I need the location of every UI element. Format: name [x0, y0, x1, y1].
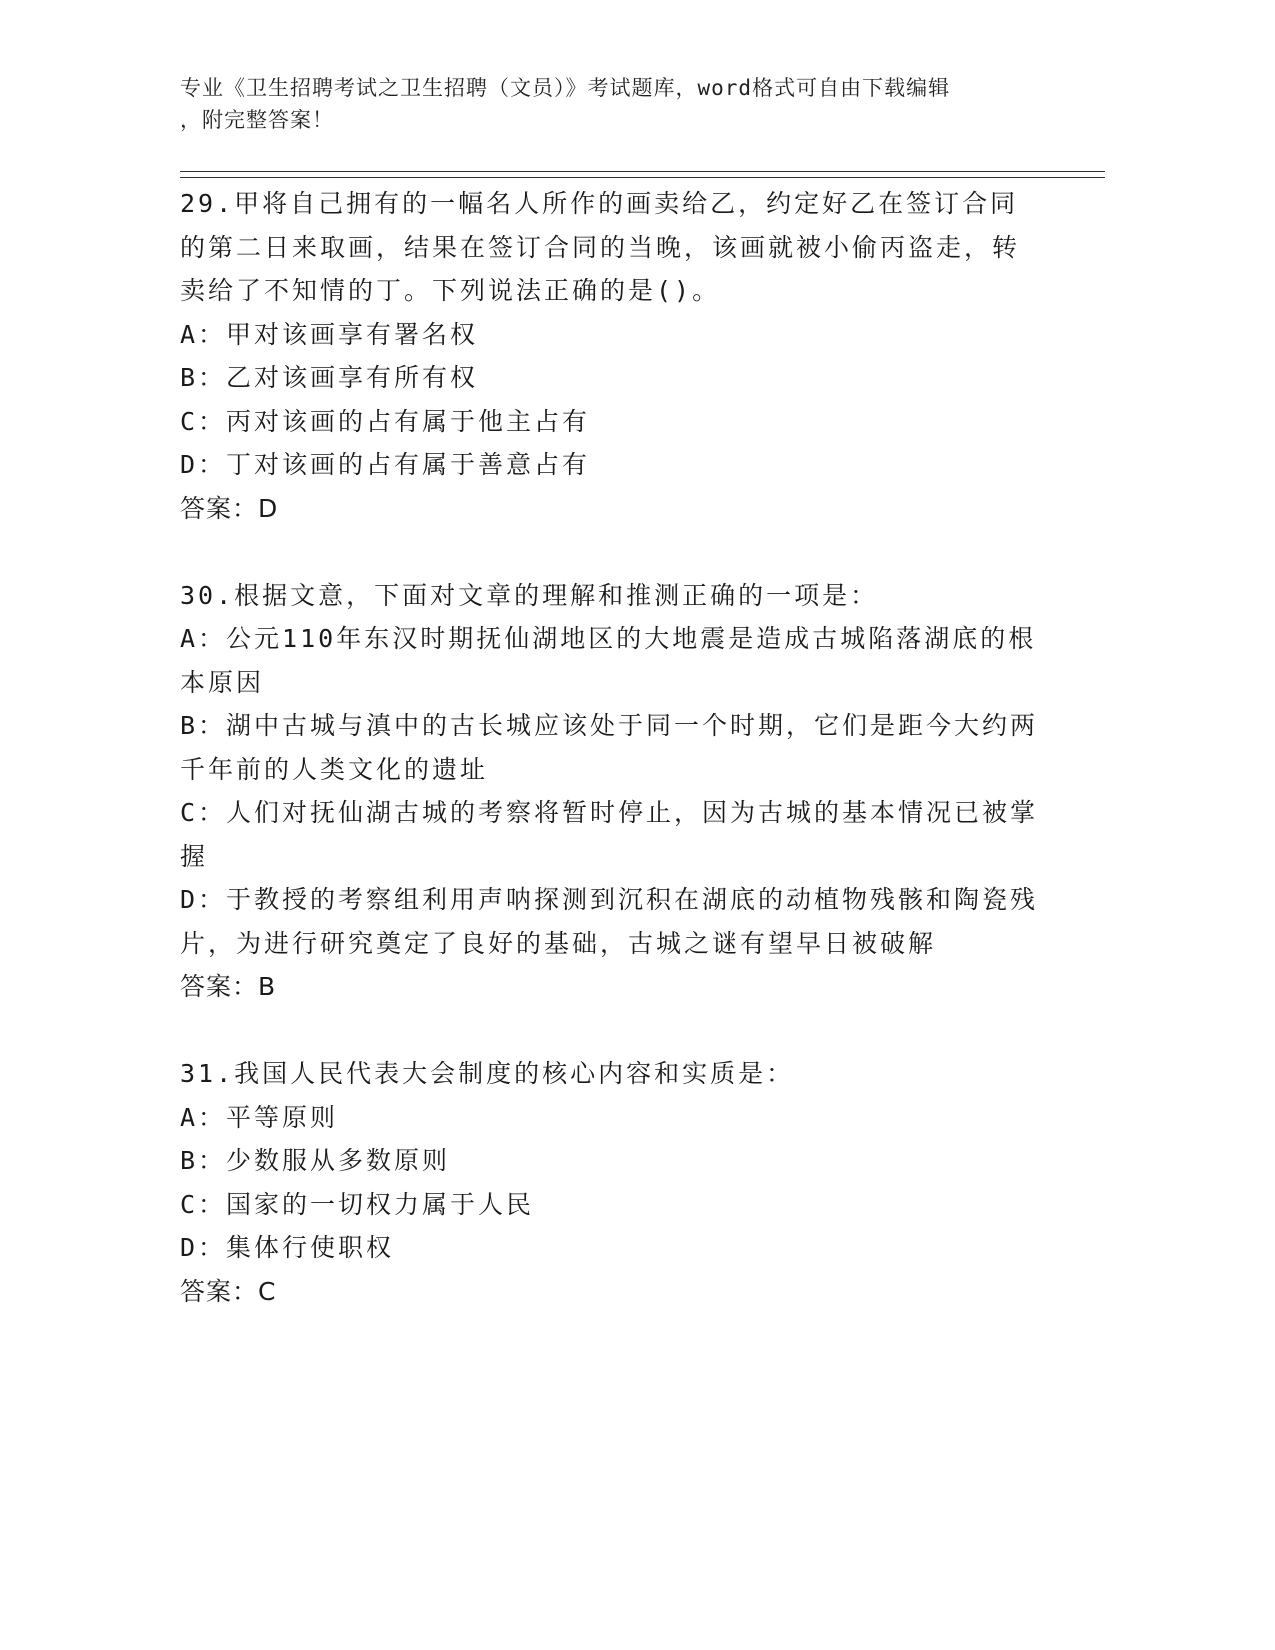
option-d: D：集体行使职权 [180, 1233, 395, 1262]
question-30 [180, 574, 1040, 1009]
question-31 [180, 1052, 1040, 1313]
answer: 答案：C [180, 1276, 277, 1306]
header-divider-top [180, 171, 1105, 172]
document-header [180, 72, 1040, 136]
option-a: A：甲对该画享有署名权 [180, 319, 479, 349]
option-b: B：少数服从多数原则 [180, 1146, 451, 1175]
header-line-2: ，附完整答案！ [180, 108, 334, 132]
option-b: B：湖中古城与滇中的古长城应该处于同一个时期，它们是距今大约两千年前的人类文化的遗址 [180, 711, 1039, 784]
answer: 答案：D [180, 493, 279, 523]
option-a: A：平等原则 [180, 1102, 339, 1132]
option-d: D：于教授的考察组利用声呐探测到沉积在湖底的动植物残骸和陶瓷残片，为进行研究奠定了良好的基础，古城之谜有望早日被破解 [180, 885, 1039, 958]
option-b: B：乙对该画享有所有权 [180, 363, 479, 392]
question-spacer [180, 530, 1040, 574]
header-divider-bottom [180, 177, 1105, 178]
question-stem: 29.甲将自己拥有的一幅名人所作的画卖给乙，约定好乙在签订合同的第二日来取画，结果在签订合同的当晚，该画就被小偷丙盗走，转卖给了不知情的丁。下列说法正确的是()。 [180, 189, 1021, 305]
option-c: C：人们对抚仙湖古城的考察将暂时停止，因为古城的基本情况已被掌握 [180, 798, 1039, 871]
question-29 [180, 182, 1040, 530]
question-spacer [180, 1009, 1040, 1053]
header-line-1: 专业《卫生招聘考试之卫生招聘（文员）》考试题库，word格式可自由下载编辑 [180, 76, 951, 100]
answer: 答案：B [180, 972, 277, 1001]
option-c: C：国家的一切权力属于人民 [180, 1189, 535, 1219]
question-stem: 30.根据文意，下面对文章的理解和推测正确的一项是： [180, 580, 879, 610]
option-d: D：丁对该画的占有属于善意占有 [180, 450, 591, 479]
option-a: A：公元110年东汉时期抚仙湖地区的大地震是造成古城陷落湖底的根本原因 [180, 624, 1037, 697]
option-c: C：丙对该画的占有属于他主占有 [180, 406, 591, 436]
question-list [180, 182, 1040, 1313]
question-stem: 31.我国人民代表大会制度的核心内容和实质是： [180, 1059, 795, 1088]
